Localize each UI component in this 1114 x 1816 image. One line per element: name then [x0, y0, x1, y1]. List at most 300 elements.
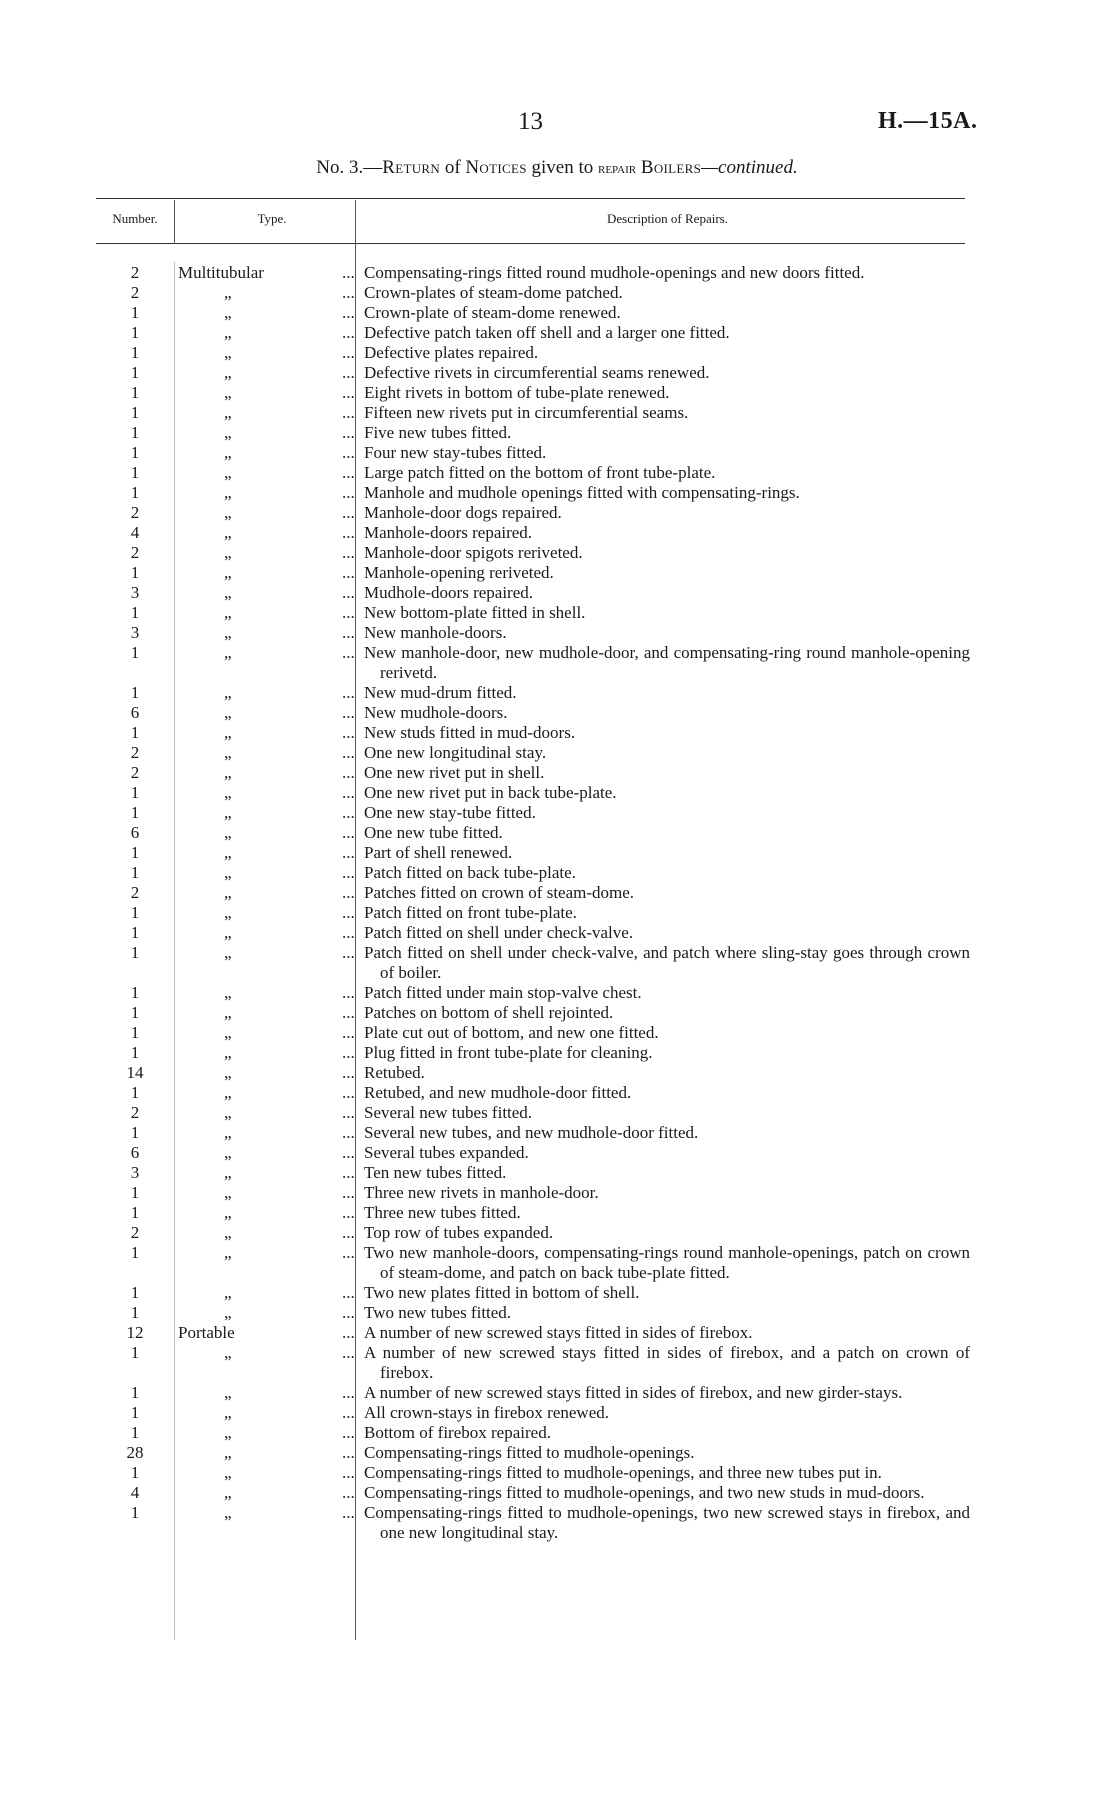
cell-description: Top row of tubes expanded.	[364, 1223, 554, 1242]
cell-leader-dots: ...	[342, 1103, 355, 1122]
cell-number: 6	[130, 1143, 140, 1162]
table-row	[96, 1383, 965, 1403]
cell-type: „	[224, 523, 232, 542]
cell-description: Four new stay-tubes fitted.	[364, 443, 547, 462]
cell-description: Patch fitted on shell under check-valve, and patch where sling-stay goes through crown of boiler.	[364, 943, 970, 982]
cell-description: Manhole-door spigots reriveted.	[364, 543, 583, 562]
cell-description: A number of new screwed stays fitted in sides of firebox, and a patch on crown of firebox.	[364, 1343, 970, 1382]
cell-description: Patch fitted on back tube-plate.	[364, 863, 576, 882]
table-row	[96, 263, 965, 283]
cell-number: 1	[130, 723, 140, 742]
cell-leader-dots: ...	[342, 1023, 355, 1042]
cell-description: Part of shell renewed.	[364, 843, 513, 862]
table-row	[96, 1343, 970, 1383]
cell-type: „	[224, 943, 232, 962]
table-row	[96, 1003, 965, 1023]
table-row	[96, 683, 965, 703]
cell-type: „	[224, 1103, 232, 1122]
cell-type: „	[224, 763, 232, 782]
cell-leader-dots: ...	[342, 843, 355, 862]
cell-leader-dots: ...	[342, 603, 355, 622]
cell-number: 1	[130, 943, 140, 962]
table-row	[96, 1103, 965, 1123]
cell-description: Two new manhole-doors, compensating-rings round manhole-openings, patch on crown of steam-dome, and patch on back tube-plate fitted.	[364, 1243, 970, 1282]
cell-description: Compensating-rings fitted to mudhole-openings.	[364, 1443, 695, 1462]
cell-number: 1	[130, 983, 140, 1002]
cell-leader-dots: ...	[342, 703, 355, 722]
cell-leader-dots: ...	[342, 1063, 355, 1082]
cell-number: 1	[130, 443, 140, 462]
cell-description: Several new tubes, and new mudhole-door fitted.	[364, 1123, 699, 1142]
cell-number: 1	[130, 783, 140, 802]
cell-leader-dots: ...	[342, 563, 355, 582]
cell-description: New mud-drum fitted.	[364, 683, 517, 702]
cell-description: Manhole-opening reriveted.	[364, 563, 554, 582]
table-row	[96, 1443, 965, 1463]
cell-number: 1	[130, 1503, 140, 1522]
cell-description: New manhole-doors.	[364, 623, 507, 642]
cell-description: Several tubes expanded.	[364, 1143, 529, 1162]
cell-type: „	[224, 743, 232, 762]
header-top-rule	[96, 198, 965, 199]
table-row	[96, 403, 965, 423]
cell-type: „	[224, 403, 232, 422]
cell-type: „	[224, 883, 232, 902]
cell-number: 6	[130, 703, 140, 722]
table-row	[96, 283, 965, 303]
cell-type: „	[224, 783, 232, 802]
cell-description: One new rivet put in shell.	[364, 763, 545, 782]
cell-type: „	[224, 1203, 232, 1222]
cell-type: „	[224, 1383, 232, 1402]
cell-description: Defective rivets in circumferential seams renewed.	[364, 363, 710, 382]
cell-number: 1	[130, 343, 140, 362]
cell-number: 2	[130, 283, 140, 302]
cell-description: Patch fitted on shell under check-valve.	[364, 923, 634, 942]
cell-type: „	[224, 463, 232, 482]
table-row	[96, 1043, 965, 1063]
cell-number: 1	[130, 1243, 140, 1262]
cell-number: 28	[126, 1443, 144, 1462]
cell-type: „	[224, 563, 232, 582]
table-row	[96, 783, 965, 803]
cell-type: „	[224, 1043, 232, 1062]
cell-number: 3	[130, 1163, 140, 1182]
cell-type: „	[224, 1063, 232, 1082]
cell-description: New bottom-plate fitted in shell.	[364, 603, 586, 622]
cell-description: Ten new tubes fitted.	[364, 1163, 507, 1182]
cell-number: 1	[130, 843, 140, 862]
table-row	[96, 1123, 965, 1143]
cell-number: 1	[130, 1123, 140, 1142]
cell-description: Retubed.	[364, 1063, 425, 1082]
cell-number: 3	[130, 623, 140, 642]
cell-type: „	[224, 843, 232, 862]
table-row	[96, 463, 965, 483]
table-row	[96, 1203, 965, 1223]
table-row	[96, 503, 965, 523]
cell-number: 2	[130, 543, 140, 562]
cell-leader-dots: ...	[342, 863, 355, 882]
cell-leader-dots: ...	[342, 643, 355, 662]
title-word-return: Return	[382, 157, 441, 178]
table-row	[96, 943, 970, 983]
cell-number: 1	[130, 363, 140, 382]
table-row	[96, 1303, 965, 1323]
cell-number: 1	[130, 643, 140, 662]
cell-leader-dots: ...	[342, 763, 355, 782]
cell-description: Mudhole-doors repaired.	[364, 583, 534, 602]
cell-number: 1	[130, 563, 140, 582]
cell-type: „	[224, 623, 232, 642]
cell-description: One new longitudinal stay.	[364, 743, 547, 762]
table-row	[96, 623, 965, 643]
cell-leader-dots: ...	[342, 743, 355, 762]
table-row	[96, 1283, 965, 1303]
table-row	[96, 743, 965, 763]
cell-leader-dots: ...	[342, 283, 355, 302]
cell-number: 1	[130, 683, 140, 702]
header-type: Type.	[257, 211, 287, 226]
cell-number: 1	[130, 383, 140, 402]
cell-type: „	[224, 903, 232, 922]
cell-type: „	[224, 1343, 232, 1362]
cell-number: 14	[126, 1063, 144, 1082]
table-row	[96, 443, 965, 463]
cell-number: 1	[130, 603, 140, 622]
column-divider-number	[174, 200, 175, 244]
cell-leader-dots: ...	[342, 1143, 355, 1162]
table-row	[96, 523, 965, 543]
cell-description: Plate cut out of bottom, and new one fitted.	[364, 1023, 659, 1042]
cell-type: „	[224, 1503, 232, 1522]
cell-type: „	[224, 543, 232, 562]
cell-leader-dots: ...	[342, 803, 355, 822]
table-row	[96, 1243, 970, 1283]
cell-leader-dots: ...	[342, 1403, 355, 1422]
cell-leader-dots: ...	[342, 383, 355, 402]
cell-leader-dots: ...	[342, 923, 355, 942]
cell-leader-dots: ...	[342, 903, 355, 922]
cell-description: Crown-plates of steam-dome patched.	[364, 283, 623, 302]
table-row	[96, 1503, 970, 1543]
cell-description: New studs fitted in mud-doors.	[364, 723, 576, 742]
table-row	[96, 843, 965, 863]
table-row	[96, 883, 965, 903]
cell-number: 2	[130, 1223, 140, 1242]
table-row	[96, 1023, 965, 1043]
cell-number: 1	[130, 1203, 140, 1222]
cell-type: „	[224, 483, 232, 502]
table-title	[0, 157, 1114, 179]
cell-number: 2	[130, 1103, 140, 1122]
table-row	[96, 1063, 965, 1083]
title-word-boilers: Boilers	[640, 157, 702, 178]
cell-type: „	[224, 1003, 232, 1022]
cell-type: „	[224, 423, 232, 442]
title-continued: —continued.	[701, 157, 798, 178]
cell-leader-dots: ...	[342, 1303, 355, 1322]
cell-description: A number of new screwed stays fitted in sides of firebox, and new girder-stays.	[364, 1383, 903, 1402]
cell-leader-dots: ...	[342, 1483, 355, 1502]
cell-type: „	[224, 863, 232, 882]
cell-number: 1	[130, 1043, 140, 1062]
cell-number: 2	[130, 503, 140, 522]
table-row	[96, 1223, 965, 1243]
cell-leader-dots: ...	[342, 583, 355, 602]
cell-type: „	[224, 723, 232, 742]
cell-type: „	[224, 583, 232, 602]
cell-type: „	[224, 1023, 232, 1042]
cell-leader-dots: ...	[342, 1323, 355, 1342]
cell-description: Retubed, and new mudhole-door fitted.	[364, 1083, 632, 1102]
cell-type: „	[224, 383, 232, 402]
table-row	[96, 543, 965, 563]
table-row	[96, 423, 965, 443]
cell-type: Portable	[178, 1323, 235, 1342]
header-bottom-rule	[96, 243, 965, 244]
cell-type: „	[224, 923, 232, 942]
cell-leader-dots: ...	[342, 1443, 355, 1462]
cell-description: Three new rivets in manhole-door.	[364, 1183, 599, 1202]
cell-type: „	[224, 283, 232, 302]
cell-leader-dots: ...	[342, 503, 355, 522]
cell-number: 1	[130, 403, 140, 422]
cell-type: „	[224, 1463, 232, 1482]
cell-leader-dots: ...	[342, 723, 355, 742]
cell-description: Several new tubes fitted.	[364, 1103, 533, 1122]
cell-leader-dots: ...	[342, 403, 355, 422]
page-number: 13	[518, 108, 543, 135]
cell-leader-dots: ...	[342, 1283, 355, 1302]
cell-type: „	[224, 1143, 232, 1162]
cell-description: Two new plates fitted in bottom of shell.	[364, 1283, 640, 1302]
cell-type: „	[224, 1243, 232, 1262]
cell-number: 1	[130, 323, 140, 342]
cell-type: „	[224, 703, 232, 722]
table-row	[96, 1163, 965, 1183]
cell-type: „	[224, 803, 232, 822]
cell-type: Multitubular	[178, 263, 264, 282]
table-row	[96, 723, 965, 743]
cell-description: Patch fitted under main stop-valve chest.	[364, 983, 642, 1002]
cell-leader-dots: ...	[342, 1223, 355, 1242]
cell-number: 1	[130, 803, 140, 822]
table-row	[96, 803, 965, 823]
cell-number: 4	[130, 523, 140, 542]
cell-description: Plug fitted in front tube-plate for cleaning.	[364, 1043, 653, 1062]
cell-number: 1	[130, 923, 140, 942]
cell-description: One new tube fitted.	[364, 823, 503, 842]
table-row	[96, 863, 965, 883]
cell-description: Large patch fitted on the bottom of front tube-plate.	[364, 463, 716, 482]
cell-description: Crown-plate of steam-dome renewed.	[364, 303, 621, 322]
cell-number: 1	[130, 1303, 140, 1322]
table-row	[96, 1463, 965, 1483]
cell-type: „	[224, 323, 232, 342]
cell-number: 3	[130, 583, 140, 602]
cell-leader-dots: ...	[342, 1183, 355, 1202]
cell-number: 2	[130, 743, 140, 762]
cell-description: Patches on bottom of shell rejointed.	[364, 1003, 614, 1022]
table-row	[96, 1403, 965, 1423]
table-row	[96, 903, 965, 923]
cell-description: Manhole and mudhole openings fitted with compensating-rings.	[364, 483, 800, 502]
cell-leader-dots: ...	[342, 423, 355, 442]
cell-leader-dots: ...	[342, 1423, 355, 1442]
cell-leader-dots: ...	[342, 483, 355, 502]
cell-leader-dots: ...	[342, 1003, 355, 1022]
table-row	[96, 303, 965, 323]
cell-leader-dots: ...	[342, 443, 355, 462]
cell-description: Defective plates repaired.	[364, 343, 539, 362]
cell-number: 1	[130, 1083, 140, 1102]
cell-number: 2	[130, 763, 140, 782]
cell-leader-dots: ...	[342, 1243, 355, 1262]
header-description: Description of Repairs.	[607, 211, 728, 226]
cell-leader-dots: ...	[342, 1383, 355, 1402]
cell-type: „	[224, 343, 232, 362]
table-row	[96, 823, 965, 843]
cell-type: „	[224, 1123, 232, 1142]
table-row	[96, 763, 965, 783]
cell-description: Eight rivets in bottom of tube-plate renewed.	[364, 383, 670, 402]
cell-leader-dots: ...	[342, 523, 355, 542]
cell-number: 1	[130, 1283, 140, 1302]
cell-type: „	[224, 1183, 232, 1202]
table-row	[96, 1143, 965, 1163]
cell-description: Patches fitted on crown of steam-dome.	[364, 883, 635, 902]
cell-number: 1	[130, 1463, 140, 1482]
cell-description: One new rivet put in back tube-plate.	[364, 783, 617, 802]
cell-number: 1	[130, 1403, 140, 1422]
cell-leader-dots: ...	[342, 683, 355, 702]
table-row	[96, 483, 965, 503]
cell-number: 1	[130, 423, 140, 442]
cell-leader-dots: ...	[342, 1123, 355, 1142]
table-row	[96, 1183, 965, 1203]
table-row	[96, 983, 965, 1003]
page-reference: H.—15A.	[878, 108, 978, 134]
cell-type: „	[224, 643, 232, 662]
title-word-repair: repair	[597, 161, 637, 177]
cell-leader-dots: ...	[342, 1203, 355, 1222]
cell-leader-dots: ...	[342, 1043, 355, 1062]
cell-number: 1	[130, 303, 140, 322]
cell-leader-dots: ...	[342, 1163, 355, 1182]
title-word-given-to: given to	[526, 157, 598, 178]
cell-description: Five new tubes fitted.	[364, 423, 512, 442]
cell-number: 1	[130, 1183, 140, 1202]
cell-number: 6	[130, 823, 140, 842]
cell-leader-dots: ...	[342, 1503, 355, 1522]
cell-number: 1	[130, 1383, 140, 1402]
cell-description: New mudhole-doors.	[364, 703, 508, 722]
cell-description: One new stay-tube fitted.	[364, 803, 536, 822]
cell-leader-dots: ...	[342, 323, 355, 342]
title-word-notices: Notices	[465, 157, 527, 178]
cell-leader-dots: ...	[342, 343, 355, 362]
cell-type: „	[224, 1303, 232, 1322]
cell-number: 4	[130, 1483, 140, 1502]
table-row	[96, 583, 965, 603]
cell-leader-dots: ...	[342, 823, 355, 842]
header-number: Number.	[112, 211, 158, 226]
cell-leader-dots: ...	[342, 623, 355, 642]
cell-description: All crown-stays in firebox renewed.	[364, 1403, 610, 1422]
cell-type: „	[224, 503, 232, 522]
table-row	[96, 1423, 965, 1443]
cell-description: Fifteen new rivets put in circumferential seams.	[364, 403, 689, 422]
cell-description: Defective patch taken off shell and a larger one fitted.	[364, 323, 730, 342]
cell-type: „	[224, 823, 232, 842]
cell-leader-dots: ...	[342, 463, 355, 482]
cell-number: 1	[130, 483, 140, 502]
cell-type: „	[224, 1483, 232, 1502]
cell-number: 2	[130, 263, 140, 282]
cell-description: Compensating-rings fitted round mudhole-openings and new doors fitted.	[364, 263, 865, 282]
table-row	[96, 343, 965, 363]
table-row	[96, 923, 965, 943]
cell-number: 1	[130, 1423, 140, 1442]
cell-leader-dots: ...	[342, 543, 355, 562]
cell-number: 1	[130, 1003, 140, 1022]
cell-leader-dots: ...	[342, 363, 355, 382]
table-row	[96, 1483, 965, 1503]
cell-description: Two new tubes fitted.	[364, 1303, 512, 1322]
cell-type: „	[224, 1403, 232, 1422]
table-row	[96, 1323, 965, 1343]
cell-description: Three new tubes fitted.	[364, 1203, 521, 1222]
table-header	[96, 198, 965, 244]
cell-leader-dots: ...	[342, 1463, 355, 1482]
cell-leader-dots: ...	[342, 1343, 355, 1362]
cell-type: „	[224, 1083, 232, 1102]
table-row	[96, 563, 965, 583]
cell-leader-dots: ...	[342, 263, 355, 282]
cell-type: „	[224, 1283, 232, 1302]
cell-description: Compensating-rings fitted to mudhole-openings, two new screwed stays in firebox, and one new longitudinal stay.	[364, 1503, 970, 1542]
cell-number: 1	[130, 1023, 140, 1042]
cell-type: „	[224, 1223, 232, 1242]
cell-type: „	[224, 603, 232, 622]
cell-leader-dots: ...	[342, 943, 355, 962]
table-row	[96, 603, 965, 623]
cell-description: New manhole-door, new mudhole-door, and compensating-ring round manhole-opening rerivetd.	[364, 643, 970, 682]
table-row	[96, 323, 965, 343]
cell-description: Patch fitted on front tube-plate.	[364, 903, 577, 922]
cell-number: 1	[130, 903, 140, 922]
cell-description: A number of new screwed stays fitted in sides of firebox.	[364, 1323, 753, 1342]
cell-description: Manhole-doors repaired.	[364, 523, 533, 542]
title-prefix: No. 3.—	[316, 157, 383, 178]
cell-number: 1	[130, 1343, 140, 1362]
cell-number: 1	[130, 863, 140, 882]
cell-leader-dots: ...	[342, 783, 355, 802]
table-row	[96, 383, 965, 403]
cell-type: „	[224, 443, 232, 462]
cell-leader-dots: ...	[342, 883, 355, 902]
cell-description: Bottom of firebox repaired.	[364, 1423, 551, 1442]
cell-type: „	[224, 303, 232, 322]
cell-number: 12	[126, 1323, 144, 1342]
cell-number: 2	[130, 883, 140, 902]
table-row	[96, 643, 970, 683]
table-row	[96, 363, 965, 383]
cell-description: Manhole-door dogs repaired.	[364, 503, 562, 522]
cell-type: „	[224, 1443, 232, 1462]
cell-leader-dots: ...	[342, 983, 355, 1002]
